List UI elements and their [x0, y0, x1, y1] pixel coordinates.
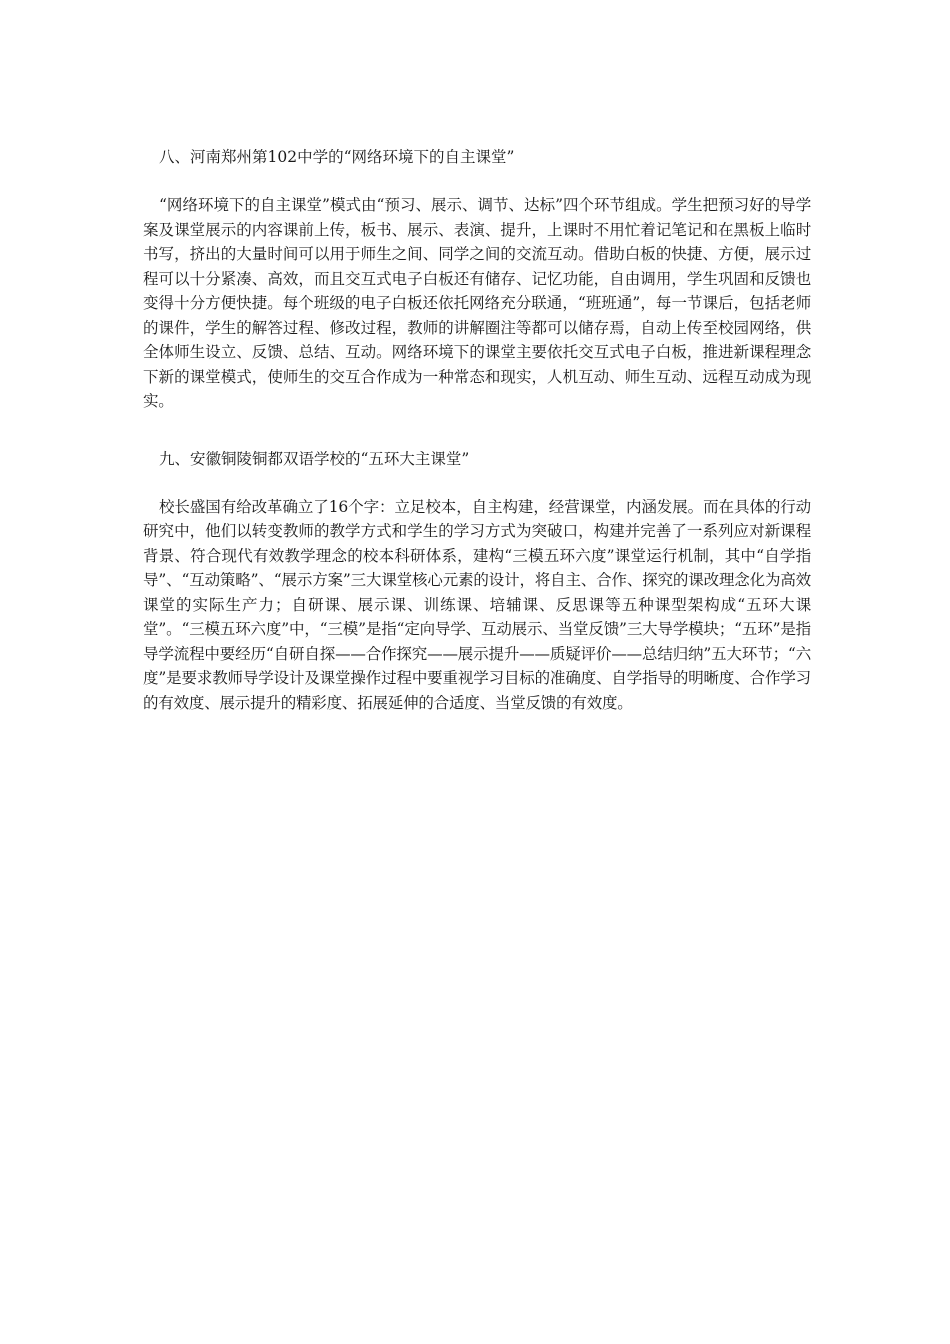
spacer	[143, 474, 811, 495]
spacer	[143, 414, 811, 444]
document-content	[143, 142, 811, 715]
spacer	[143, 172, 811, 193]
section-heading-zhengzhou: 八、河南郑州第102中学的“网络环境下的自主课堂”	[159, 148, 515, 166]
section-heading-tongling: 九、安徽铜陵铜都双语学校的“五环大主课堂”	[159, 449, 470, 468]
section-body-tongling: 校长盛国有给改革确立了16个字：立足校本，自主构建，经营课堂，内涵发展。而在具体的行动研究中，他们以转变教师的教学方式和学生的学习方式为突破口，构建并完善了一系列应对新课程背景、符合现代有效教学理念的校本科研体系，建构“三模五环六度”课堂运行机制，其中“自学指导”、“互动策略”、“展示方案”三大课堂核心元素的设计，将自主、合作、探究的课改理念化为高效课堂的实际生产力；自研课、展示课、训练课、培辅课、反思课等五种课型架构成“五环大课堂”。“三模五环六度”中，“三模”是指“定向导学、互动展示、当堂反馈”三大导学模块；“五环”是指导学流程中要经历“自研自探——合作探究——展示提升——质疑评价——总结归纳”五大环节；“六度”是要求教师导学设计及课堂操作过程中要重视学习目标的准确度、自学指导的明晰度、合作学习的有效度、展示提升的精彩度、拓展延伸的合适度、当堂反馈的有效度。	[143, 497, 811, 712]
section-body-zhengzhou: “网络环境下的自主课堂”模式由“预习、展示、调节、达标”四个环节组成。学生把预习好的导学案及课堂展示的内容课前上传，板书、展示、表演、提升，上课时不用忙着记笔记和在黑板上临时书写，挤出的大量时间可以用于师生之间、同学之间的交流互动。借助白板的快捷、方便，展示过程可以十分紧凑、高效，而且交互式电子白板还有储存、记忆功能，自由调用，学生巩固和反馈也变得十分方便快捷。每个班级的电子白板还依托网络充分联通，“班班通”，每一节课后，包括老师的课件，学生的解答过程、修改过程，教师的讲解圈注等都可以储存焉，自动上传至校园网络，供全体师生设立、反馈、总结、互动。网络环境下的课堂主要依托交互式电子白板，推进新课程理念下新的课堂模式，使师生的交互合作成为一种常态和现实，人机互动、师生互动、远程互动成为现实。	[143, 196, 811, 410]
